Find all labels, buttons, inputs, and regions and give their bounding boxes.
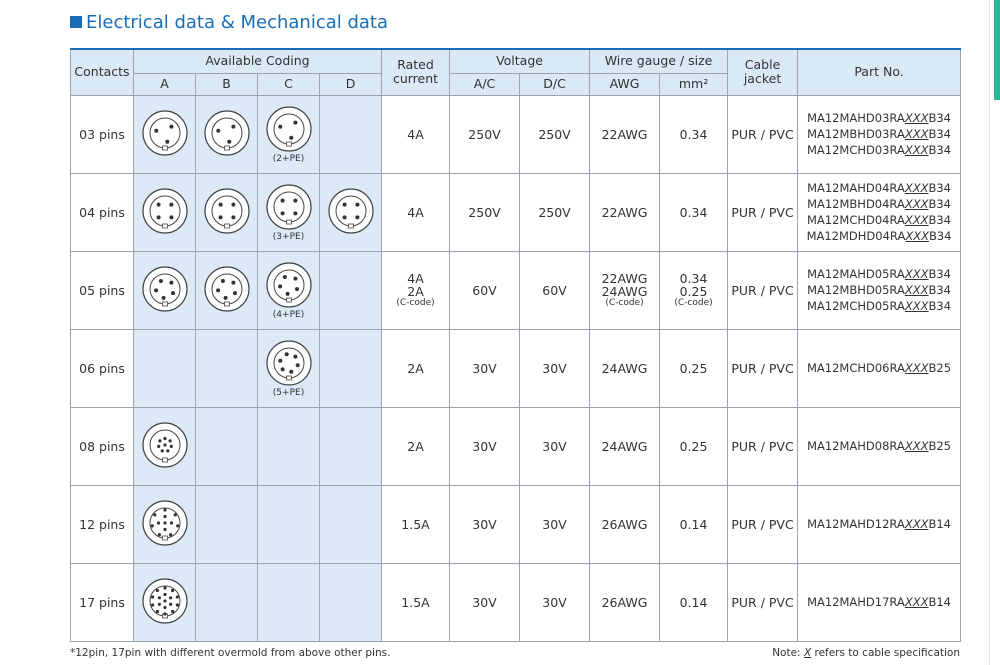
title-square-icon bbox=[70, 16, 82, 28]
coding-a-cell bbox=[134, 329, 196, 407]
cable-jacket-cell: PUR / PVC bbox=[728, 407, 798, 485]
coding-c-cell bbox=[258, 485, 320, 563]
coding-caption: (4+PE) bbox=[272, 309, 305, 320]
connector-c bbox=[265, 105, 313, 164]
part-number: MA12MCHD06RAXXXB25 bbox=[806, 361, 952, 375]
coding-c-cell bbox=[258, 407, 320, 485]
connector-face-icon bbox=[141, 265, 189, 313]
ac-voltage-cell: 250V bbox=[450, 173, 520, 251]
cable-jacket-cell: PUR / PVC bbox=[728, 95, 798, 173]
page-edge-tab bbox=[994, 0, 1000, 100]
part-number: MA12MAHD12RAXXXB14 bbox=[807, 517, 951, 531]
part-no-cell bbox=[798, 251, 961, 329]
connector-face-icon bbox=[141, 499, 189, 547]
coding-c-cell bbox=[258, 173, 320, 251]
dc-voltage-cell: 30V bbox=[520, 563, 590, 641]
coding-a-cell bbox=[134, 251, 196, 329]
section-title bbox=[70, 10, 388, 34]
mm2-cell: 0.34 bbox=[660, 173, 728, 251]
coding-d-cell bbox=[320, 329, 382, 407]
coding-b-cell bbox=[196, 173, 258, 251]
rated-current-cell: 1.5A bbox=[382, 485, 450, 563]
rated-current-cell: 2A bbox=[382, 329, 450, 407]
part-number: MA12MAHD03RAXXXB34 bbox=[807, 111, 951, 125]
header-coding-d: D bbox=[320, 73, 382, 95]
mm2-cell: 0.14 bbox=[660, 563, 728, 641]
header-contacts: Contacts bbox=[71, 49, 134, 95]
connector-face-icon bbox=[141, 577, 189, 625]
awg-cell: 26AWG bbox=[590, 563, 660, 641]
cable-jacket-cell: PUR / PVC bbox=[728, 563, 798, 641]
part-no-cell bbox=[798, 407, 961, 485]
connector-d bbox=[327, 187, 375, 235]
awg-cell: 24AWG bbox=[590, 407, 660, 485]
connector-b bbox=[203, 187, 251, 235]
table-row bbox=[71, 563, 961, 641]
contacts-cell: 06 pins bbox=[71, 329, 134, 407]
part-number: MA12MCHD03RAXXXB34 bbox=[806, 143, 952, 157]
rated-current-cell: 1.5A bbox=[382, 563, 450, 641]
part-number: MA12MAHD05RAXXXB34 bbox=[807, 267, 951, 281]
table-row bbox=[71, 329, 961, 407]
part-number: MA12MDHD04RAXXXB34 bbox=[806, 229, 952, 243]
coding-a-cell bbox=[134, 485, 196, 563]
coding-c-cell bbox=[258, 251, 320, 329]
header-ac: A/C bbox=[450, 73, 520, 95]
connector-a bbox=[141, 577, 189, 625]
cable-jacket-cell: PUR / PVC bbox=[728, 329, 798, 407]
table-row bbox=[71, 173, 961, 251]
coding-c-cell bbox=[258, 329, 320, 407]
coding-b-cell bbox=[196, 251, 258, 329]
coding-a-cell bbox=[134, 95, 196, 173]
header-rated-current: Rated current bbox=[382, 49, 450, 95]
header-wire-gauge: Wire gauge / size bbox=[590, 49, 728, 73]
part-number: MA12MCHD05RAXXXB34 bbox=[806, 299, 952, 313]
coding-d-cell bbox=[320, 251, 382, 329]
coding-caption: (3+PE) bbox=[272, 231, 305, 242]
header-dc: D/C bbox=[520, 73, 590, 95]
awg-cell: 24AWG bbox=[590, 329, 660, 407]
connector-face-icon bbox=[141, 109, 189, 157]
header-part-no: Part No. bbox=[798, 49, 961, 95]
part-no-cell bbox=[798, 563, 961, 641]
header-awg: AWG bbox=[590, 73, 660, 95]
coding-b-cell bbox=[196, 95, 258, 173]
cable-jacket-cell: PUR / PVC bbox=[728, 251, 798, 329]
section-title-text: Electrical data & Mechanical data bbox=[86, 11, 389, 33]
coding-d-cell bbox=[320, 485, 382, 563]
ac-voltage-cell: 60V bbox=[450, 251, 520, 329]
coding-caption: (5+PE) bbox=[272, 387, 305, 398]
header-coding-a: A bbox=[134, 73, 196, 95]
ac-voltage-cell: 30V bbox=[450, 563, 520, 641]
part-number: MA12MBHD03RAXXXB34 bbox=[807, 127, 951, 141]
part-number: MA12MBHD05RAXXXB34 bbox=[807, 283, 951, 297]
connector-b bbox=[203, 109, 251, 157]
dc-voltage-cell: 60V bbox=[520, 251, 590, 329]
dc-voltage-cell: 30V bbox=[520, 407, 590, 485]
coding-a-cell bbox=[134, 173, 196, 251]
mm2-cell: 0.25 bbox=[660, 329, 728, 407]
coding-caption: (2+PE) bbox=[272, 153, 305, 164]
connector-a bbox=[141, 499, 189, 547]
connector-face-icon bbox=[265, 183, 313, 231]
connector-face-icon bbox=[203, 265, 251, 313]
mm2-cell: 0.14 bbox=[660, 485, 728, 563]
coding-b-cell bbox=[196, 485, 258, 563]
cable-jacket-cell: PUR / PVC bbox=[728, 173, 798, 251]
coding-a-cell bbox=[134, 563, 196, 641]
part-no-cell bbox=[798, 95, 961, 173]
header-coding-c: C bbox=[258, 73, 320, 95]
contacts-cell: 05 pins bbox=[71, 251, 134, 329]
header-mm2: mm² bbox=[660, 73, 728, 95]
rated-current-cell: 2A bbox=[382, 407, 450, 485]
dc-voltage-cell: 250V bbox=[520, 95, 590, 173]
dc-voltage-cell: 250V bbox=[520, 173, 590, 251]
part-no-cell bbox=[798, 485, 961, 563]
connector-face-icon bbox=[327, 187, 375, 235]
part-number: MA12MAHD08RAXXXB25 bbox=[807, 439, 951, 453]
coding-b-cell bbox=[196, 407, 258, 485]
coding-c-cell bbox=[258, 95, 320, 173]
coding-d-cell bbox=[320, 95, 382, 173]
connector-face-icon bbox=[265, 261, 313, 309]
table-row bbox=[71, 407, 961, 485]
connector-a bbox=[141, 421, 189, 469]
mm2-cell: 0.34 0.25 (C-code) bbox=[660, 251, 728, 329]
coding-a-cell bbox=[134, 407, 196, 485]
footnote-cable-spec: Note: X refers to cable specification bbox=[772, 647, 960, 659]
rated-current-cell: 4A 2A (C-code) bbox=[382, 251, 450, 329]
table-row bbox=[71, 251, 961, 329]
contacts-cell: 17 pins bbox=[71, 563, 134, 641]
contacts-cell: 08 pins bbox=[71, 407, 134, 485]
coding-d-cell bbox=[320, 173, 382, 251]
page-edge-line bbox=[989, 0, 990, 665]
part-number: MA12MAHD17RAXXXB14 bbox=[807, 595, 951, 609]
awg-cell: 22AWG bbox=[590, 173, 660, 251]
spec-table bbox=[70, 48, 961, 642]
connector-c bbox=[265, 339, 313, 398]
coding-b-cell bbox=[196, 563, 258, 641]
connector-face-icon bbox=[265, 105, 313, 153]
awg-cell: 26AWG bbox=[590, 485, 660, 563]
table-row bbox=[71, 95, 961, 173]
ac-voltage-cell: 250V bbox=[450, 95, 520, 173]
mm2-cell: 0.34 bbox=[660, 95, 728, 173]
connector-c bbox=[265, 261, 313, 320]
awg-cell: 22AWG bbox=[590, 95, 660, 173]
header-coding-b: B bbox=[196, 73, 258, 95]
part-no-cell bbox=[798, 329, 961, 407]
footnote-overmold: *12pin, 17pin with different overmold from above other pins. bbox=[70, 647, 391, 659]
header-available-coding: Available Coding bbox=[134, 49, 382, 73]
ac-voltage-cell: 30V bbox=[450, 485, 520, 563]
ac-voltage-cell: 30V bbox=[450, 329, 520, 407]
awg-cell: 22AWG 24AWG (C-code) bbox=[590, 251, 660, 329]
contacts-cell: 12 pins bbox=[71, 485, 134, 563]
connector-face-icon bbox=[141, 187, 189, 235]
part-number: MA12MAHD04RAXXXB34 bbox=[807, 181, 951, 195]
rated-current-cell: 4A bbox=[382, 95, 450, 173]
connector-a bbox=[141, 265, 189, 313]
connector-c bbox=[265, 183, 313, 242]
header-cable-jacket: Cable jacket bbox=[728, 49, 798, 95]
header-voltage: Voltage bbox=[450, 49, 590, 73]
connector-a bbox=[141, 109, 189, 157]
table-row bbox=[71, 485, 961, 563]
part-no-cell bbox=[798, 173, 961, 251]
connector-face-icon bbox=[265, 339, 313, 387]
contacts-cell: 03 pins bbox=[71, 95, 134, 173]
connector-b bbox=[203, 265, 251, 313]
connector-a bbox=[141, 187, 189, 235]
part-number: MA12MCHD04RAXXXB34 bbox=[806, 213, 952, 227]
ac-voltage-cell: 30V bbox=[450, 407, 520, 485]
coding-c-cell bbox=[258, 563, 320, 641]
connector-face-icon bbox=[203, 109, 251, 157]
mm2-cell: 0.25 bbox=[660, 407, 728, 485]
connector-face-icon bbox=[141, 421, 189, 469]
dc-voltage-cell: 30V bbox=[520, 485, 590, 563]
connector-face-icon bbox=[203, 187, 251, 235]
coding-b-cell bbox=[196, 329, 258, 407]
contacts-cell: 04 pins bbox=[71, 173, 134, 251]
rated-current-cell: 4A bbox=[382, 173, 450, 251]
cable-jacket-cell: PUR / PVC bbox=[728, 485, 798, 563]
dc-voltage-cell: 30V bbox=[520, 329, 590, 407]
part-number: MA12MBHD04RAXXXB34 bbox=[807, 197, 951, 211]
coding-d-cell bbox=[320, 407, 382, 485]
coding-d-cell bbox=[320, 563, 382, 641]
